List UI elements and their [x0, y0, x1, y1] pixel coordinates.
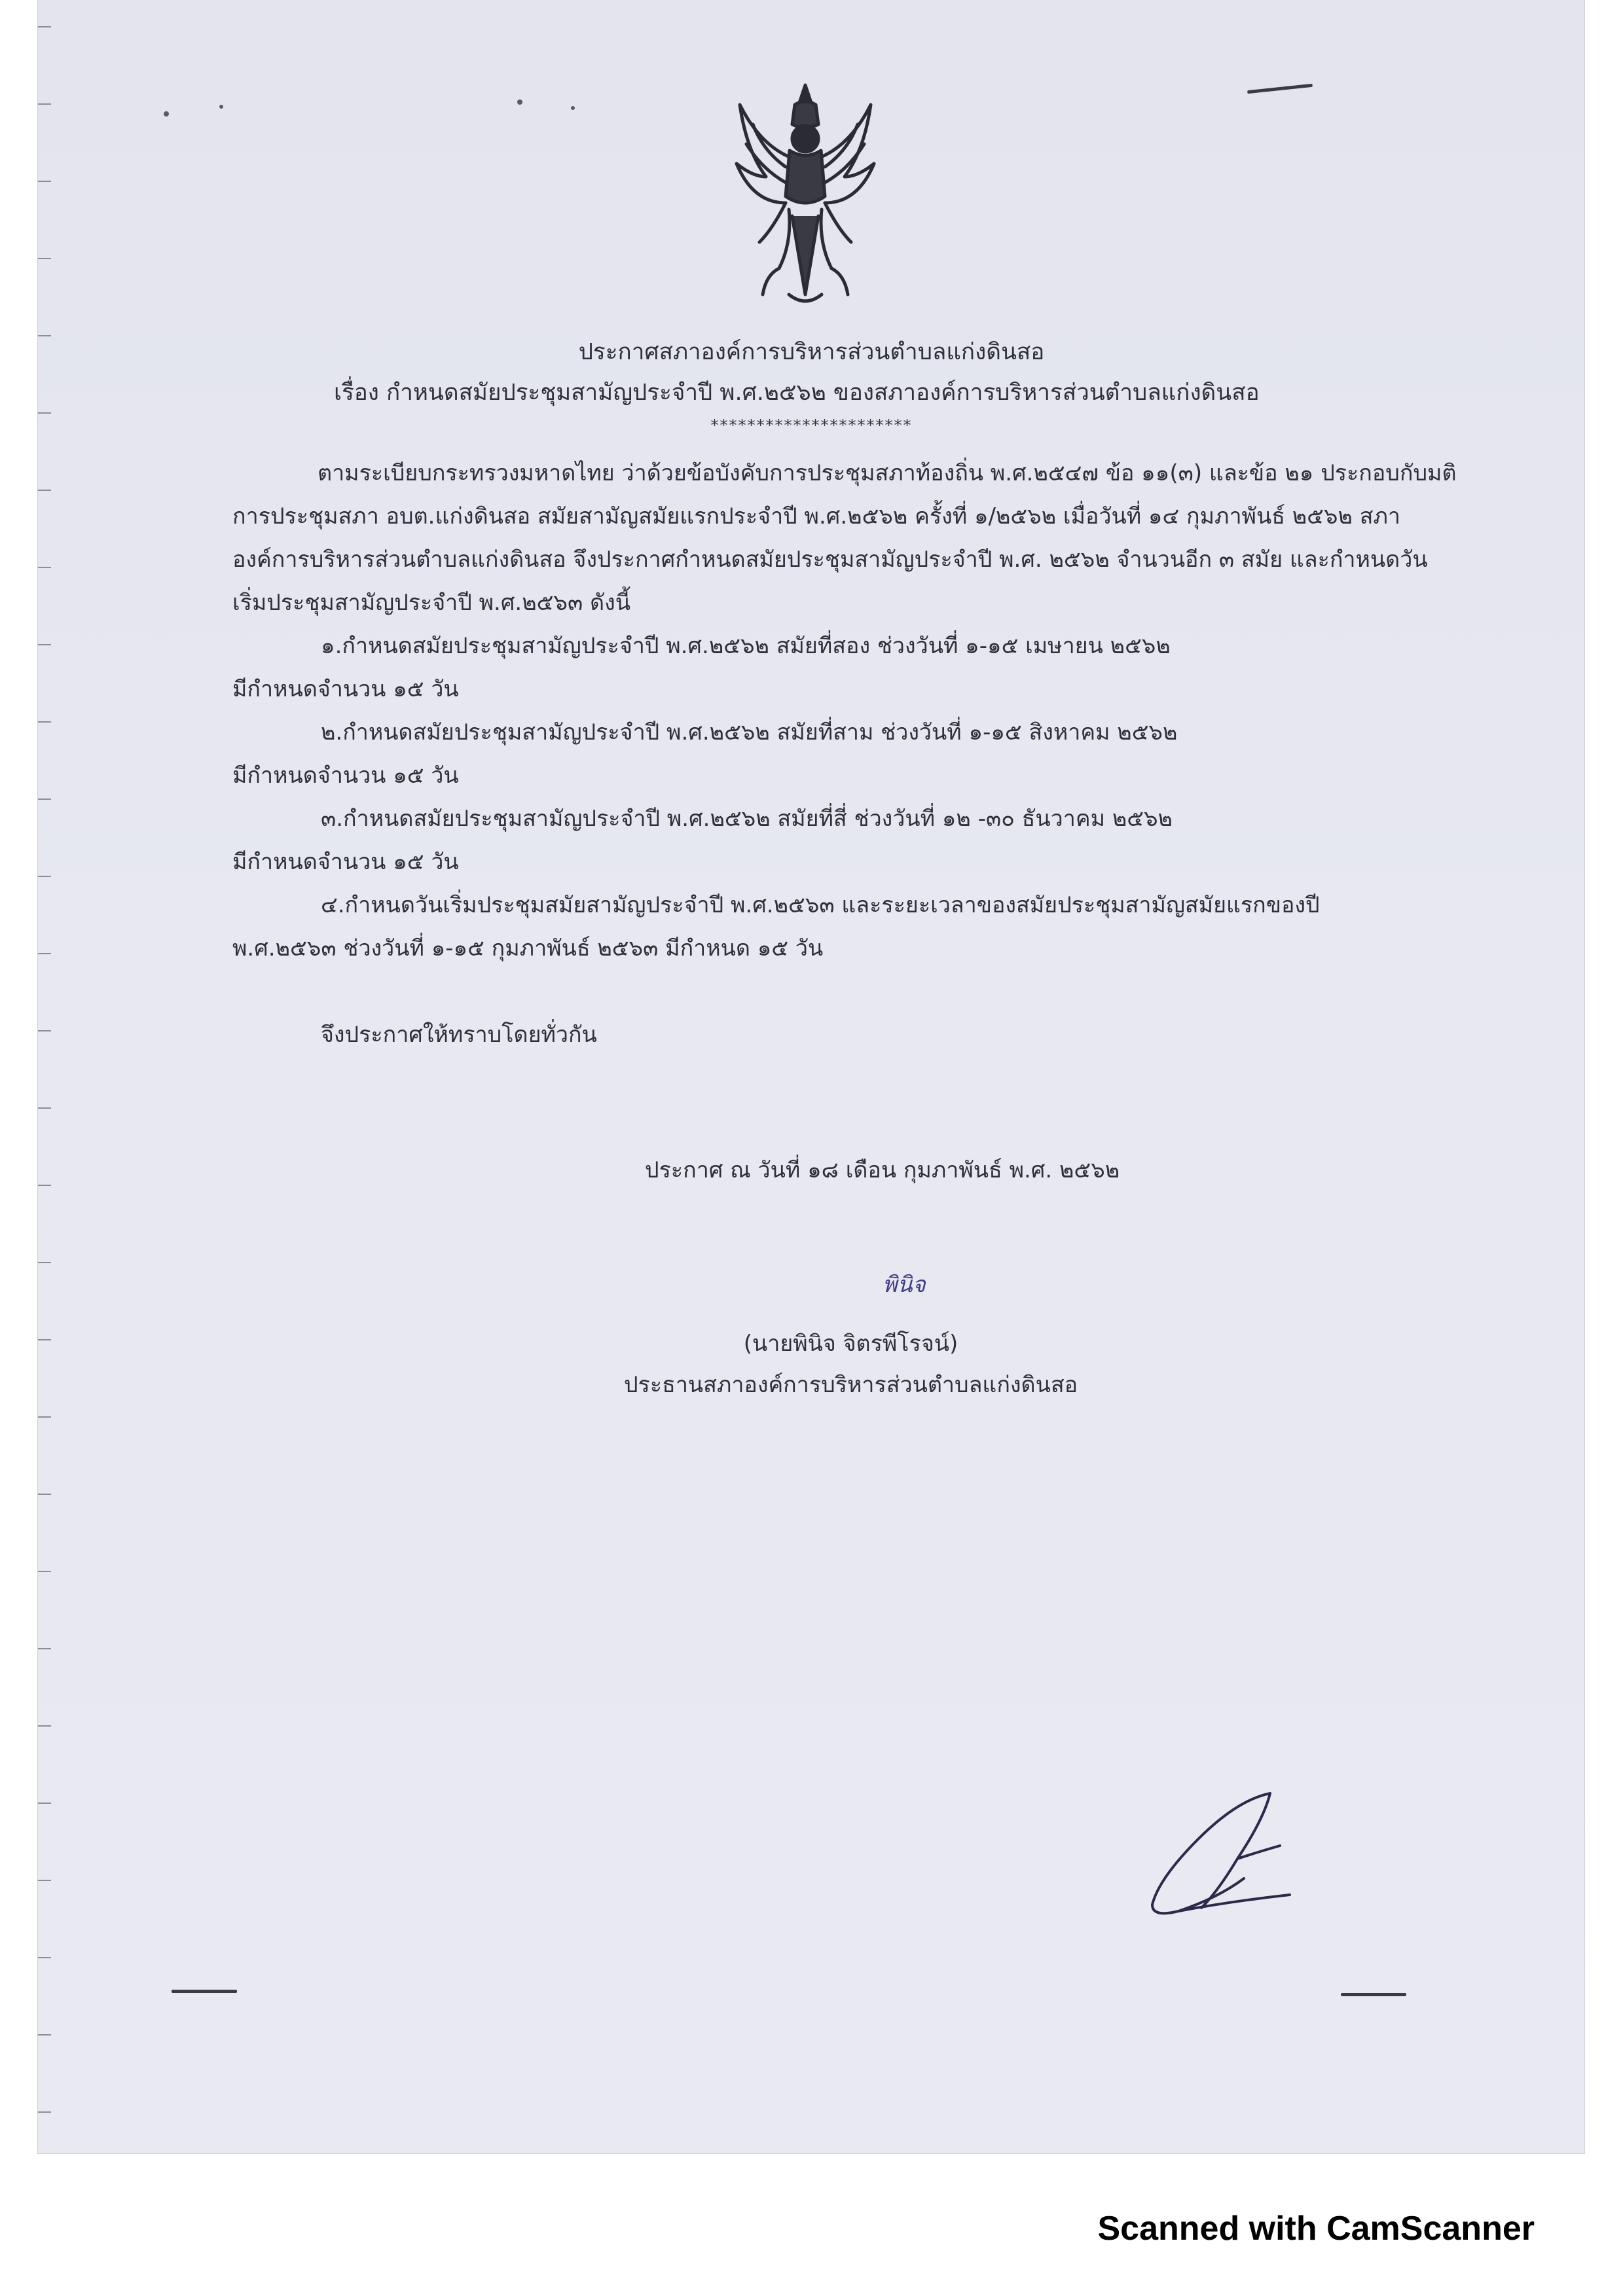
scanned-page	[38, 0, 1584, 2153]
signature-mark: พินิจ	[883, 1272, 926, 1298]
edge-tick	[38, 1262, 51, 1263]
signer-position: ประธานสภาองค์การบริหารส่วนตำบลแก่งดินสอ	[623, 1372, 1078, 1398]
edge-tick	[38, 567, 51, 568]
scanner-watermark: Scanned with CamScanner	[1097, 2210, 1535, 2248]
edge-tick	[38, 1416, 51, 1418]
document-title: ประกาศสภาองค์การบริหารส่วนตำบลแก่งดินสอ	[578, 339, 1045, 365]
edge-tick	[38, 1107, 51, 1109]
edge-tick	[38, 1494, 51, 1495]
scan-speck	[517, 99, 522, 105]
garuda-emblem-icon	[727, 79, 884, 314]
list-item: ๔.กำหนดวันเริ่มประชุมสมัยสามัญประจำปี พ.ศ.๒๕๖๓ และระยะเวลาของสมัยประชุมสามัญสมัยแรกของปี	[321, 892, 1320, 918]
intro-paragraph: ตามระเบียบกระทรวงมหาดไทย ว่าด้วยข้อบังคับการประชุมสภาท้องถิ่น พ.ศ.๒๕๔๗ ข้อ ๑๑(๓) และข้อ ๒๑ ประกอบกับมติการประชุมสภา อบต.แก่งดินสอ สมัยสามัญสมัยแรกประจำปี พ.ศ.๒๕๖๒ ครั้งที่ ๑/๒๕๖๒ เมื่อวันที่ ๑๔ กุมภาพันธ์ ๒๕๖๒ สภาองค์การบริหารส่วนตำบลแก่งดินสอ จึงประกาศกำหนดสมัยประชุมสามัญประจำปี พ.ศ. ๒๕๖๒ จำนวนอีก ๓ สมัย และกำหนดวันเริ่มประชุมสามัญประจำปี พ.ศ.๒๕๖๓ ดังนี้	[232, 460, 1457, 616]
edge-tick	[38, 1803, 51, 1804]
document-body	[232, 452, 1457, 1056]
edge-tick	[38, 876, 51, 877]
edge-tick	[38, 2034, 51, 2036]
scan-mark	[1341, 1993, 1406, 1996]
edge-tick	[38, 798, 51, 800]
scan-speck	[571, 106, 575, 110]
left-edge-ticks	[38, 0, 51, 2153]
scan-speck	[164, 111, 169, 117]
scan-mark	[172, 1990, 237, 1993]
edge-tick	[38, 1030, 51, 1031]
edge-tick	[38, 1571, 51, 1572]
announcement-date: ประกาศ ณ วันที่ ๑๘ เดือน กุมภาพันธ์ พ.ศ. ๒๕๖๒	[645, 1157, 1120, 1183]
list-item: ๑.กำหนดสมัยประชุมสามัญประจำปี พ.ศ.๒๕๖๒ สมัยที่สอง ช่วงวันที่ ๑-๑๕ เมษายน ๒๕๖๒	[321, 633, 1171, 659]
document-subject: เรื่อง กำหนดสมัยประชุมสามัญประจำปี พ.ศ.๒๕๖๒ ของสภาองค์การบริหารส่วนตำบลแก่งดินสอ	[334, 380, 1260, 406]
edge-tick	[38, 26, 51, 27]
edge-tick	[38, 1957, 51, 1958]
signer-name: (นายพินิจ จิตรพีโรจน์)	[743, 1331, 958, 1357]
edge-tick	[38, 1185, 51, 1186]
ink-signature-icon	[1139, 1780, 1309, 1924]
list-item-continuation: มีกำหนดจำนวน ๑๕ วัน	[232, 676, 459, 702]
edge-tick	[38, 953, 51, 954]
edge-tick	[38, 1880, 51, 1881]
list-item: ๒.กำหนดสมัยประชุมสามัญประจำปี พ.ศ.๒๕๖๒ สมัยที่สาม ช่วงวันที่ ๑-๑๕ สิงหาคม ๒๕๖๒	[321, 719, 1178, 745]
list-item-continuation: มีกำหนดจำนวน ๑๕ วัน	[232, 762, 459, 789]
edge-tick	[38, 181, 51, 182]
edge-tick	[38, 490, 51, 491]
edge-tick	[38, 644, 51, 645]
separator-line: **********************	[710, 416, 913, 435]
edge-tick	[38, 1725, 51, 1727]
edge-tick	[38, 2111, 51, 2113]
list-item-continuation: มีกำหนดจำนวน ๑๕ วัน	[232, 849, 459, 875]
edge-tick	[38, 258, 51, 259]
edge-tick	[38, 1648, 51, 1649]
scan-speck	[219, 105, 223, 109]
list-item: ๓.กำหนดสมัยประชุมสามัญประจำปี พ.ศ.๒๕๖๒ สมัยที่สี่ ช่วงวันที่ ๑๒ -๓๐ ธันวาคม ๒๕๖๒	[321, 806, 1173, 832]
closing-statement: จึงประกาศให้ทราบโดยทั่วกัน	[321, 1022, 597, 1048]
list-item-continuation: พ.ศ.๒๕๖๓ ช่วงวันที่ ๑-๑๕ กุมภาพันธ์ ๒๕๖๓ มีกำหนด ๑๕ วัน	[232, 935, 824, 961]
edge-tick	[38, 103, 51, 105]
edge-tick	[38, 412, 51, 414]
edge-tick	[38, 721, 51, 723]
